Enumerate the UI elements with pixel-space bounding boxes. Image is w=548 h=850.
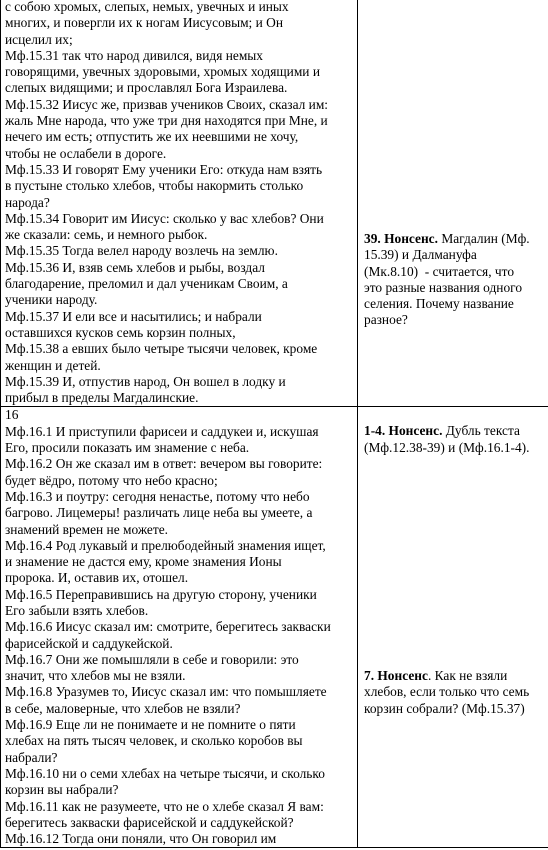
chapter-number: 16 <box>5 407 353 423</box>
verse-line: Мф.15.37 И ели все и насытились; и набрали <box>5 309 353 325</box>
verse-line: Мф.16.7 Они же помышляли в себе и говорили: это <box>5 652 353 668</box>
commentary-note <box>364 231 547 329</box>
note-text: это разные названия одного <box>364 280 547 296</box>
note-heading: 39. Нонсенс. <box>364 231 438 246</box>
verse-line: Мф.15.34 Говорит им Иисус: сколько у вас хлебов? Они <box>5 211 353 227</box>
commentary-cell <box>358 0 548 407</box>
verse-line: Мф.15.31 так что народ дивился, видя немых <box>5 48 353 64</box>
verse-line: пророка. И, оставив их, отошел. <box>5 570 353 586</box>
note-text: разное? <box>364 312 547 328</box>
verse-line: с собою хромых, слепых, немых, увечных и иных <box>5 0 353 15</box>
verse-line: Мф.16.10 ни о семи хлебах на четыре тысячи, и сколько <box>5 766 353 782</box>
verse-line: Мф.15.38 а евших было четыре тысячи человек, кроме <box>5 341 353 357</box>
verse-line: женщин и детей. <box>5 358 353 374</box>
note-text: 15.39) и Далмануфа <box>364 247 547 263</box>
spacer <box>364 407 547 423</box>
verse-line: Мф.16.8 Уразумев то, Иисус сказал им: что помышляете <box>5 684 353 700</box>
spacer <box>364 456 547 668</box>
verse-line: Мф.16.5 Переправившись на другую сторону, ученики <box>5 587 353 603</box>
note-text: селения. Почему название <box>364 296 547 312</box>
verse-line: значит, что хлебов мы не взяли. <box>5 668 353 684</box>
note-heading: 1-4. Нонсенс. <box>364 423 442 438</box>
verse-line: фарисейской и саддукейской. <box>5 636 353 652</box>
verse-line: Мф.16.9 Еще ли не понимаете и не помните о пяти <box>5 717 353 733</box>
note-heading: 7. Нонсенс <box>364 668 428 683</box>
verse-line: корзин вы набрали? <box>5 782 353 798</box>
verse-line: благодарение, преломил и дал ученикам Своим, а <box>5 276 353 292</box>
commentary-note <box>364 668 547 717</box>
commentary-note <box>364 423 547 456</box>
note-text: (Мк.8.10) - считается, что <box>364 264 547 280</box>
verse-line: Его, просили показать им знамение с неба. <box>5 440 353 456</box>
verse-line: Мф.15.32 Иисус же, призвав учеников Своих, сказал им: <box>5 97 353 113</box>
table-row <box>1 0 548 407</box>
verse-line: ученики народу. <box>5 292 353 308</box>
verse-line: же сказали: семь, и немного рыбок. <box>5 227 353 243</box>
verse-line: берегитесь закваски фарисейской и саддукейской? <box>5 815 353 831</box>
verse-line: Мф.16.1 И приступили фарисеи и саддукеи и, искушая <box>5 424 353 440</box>
verse-line: Мф.16.12 Тогда они поняли, что Он говорил им <box>5 831 353 847</box>
verse-line: Мф.16.6 Иисус сказал им: смотрите, берегитесь закваски <box>5 619 353 635</box>
verse-line: оставшихся кусков семь корзин полных, <box>5 325 353 341</box>
verse-line: набрали? <box>5 750 353 766</box>
verse-line: исцелил их; <box>5 32 353 48</box>
note-text: . Как не взяли <box>428 668 507 683</box>
verse-line: Мф.16.11 как не разумеете, что не о хлебе сказал Я вам: <box>5 799 353 815</box>
verse-line: хлебах на пять тысяч человек, и сколько коробов вы <box>5 733 353 749</box>
verse-line: будет вёдро, потому что небо красно; <box>5 473 353 489</box>
spacer <box>364 0 547 231</box>
scripture-cell <box>1 0 358 407</box>
verse-line: прибыл в пределы Магдалинские. <box>5 390 353 406</box>
commentary-cell <box>358 407 548 848</box>
note-text: Дубль текста <box>442 423 520 438</box>
verse-line: Мф.15.36 И, взяв семь хлебов и рыбы, воздал <box>5 260 353 276</box>
note-text: корзин собрали? (Мф.15.37) <box>364 701 547 717</box>
verse-line: знамений времен не можете. <box>5 522 353 538</box>
verse-line: Его забыли взять хлебов. <box>5 603 353 619</box>
table-row <box>1 407 548 848</box>
verse-line: жаль Мне народа, что уже три дня находятся при Мне, и <box>5 113 353 129</box>
verse-line: в пустыне столько хлебов, чтобы накормить столько <box>5 178 353 194</box>
verse-line: и знамение не дастся ему, кроме знамения Ионы <box>5 554 353 570</box>
verse-line: Мф.15.39 И, отпустив народ, Он вошел в лодку и <box>5 374 353 390</box>
verse-line: народа? <box>5 195 353 211</box>
verse-line: слепых видящими; и прославлял Бога Израилева. <box>5 80 353 96</box>
verse-line: Мф.15.35 Тогда велел народу возлечь на землю. <box>5 243 353 259</box>
verse-line: говорящими, увечных здоровыми, хромых ходящими и <box>5 64 353 80</box>
verse-line: Мф.16.3 и поутру: сегодня ненастье, потому что небо <box>5 489 353 505</box>
verse-line: многих, и повергли их к ногам Иисусовым; и Он <box>5 15 353 31</box>
verse-line: Мф.15.33 И говорят Ему ученики Его: откуда нам взять <box>5 162 353 178</box>
scripture-cell <box>1 407 358 848</box>
verse-line: в себе, маловерные, что хлебов не взяли? <box>5 701 353 717</box>
note-text: хлебов, если только что семь <box>364 684 547 700</box>
verse-line: Мф.16.2 Он же сказал им в ответ: вечером вы говорите: <box>5 456 353 472</box>
verse-line: Мф.16.4 Род лукавый и прелюбодейный знамения ищет, <box>5 538 353 554</box>
note-text: Магдалин (Мф. <box>438 231 530 246</box>
verse-line: нечего им есть; отпустить же их неевшими не хочу, <box>5 129 353 145</box>
note-text: (Мф.12.38-39) и (Мф.16.1-4). <box>364 440 547 456</box>
verse-line: багрово. Лицемеры! различать лице неба вы умеете, а <box>5 505 353 521</box>
verse-line: чтобы не ослабели в дороге. <box>5 146 353 162</box>
